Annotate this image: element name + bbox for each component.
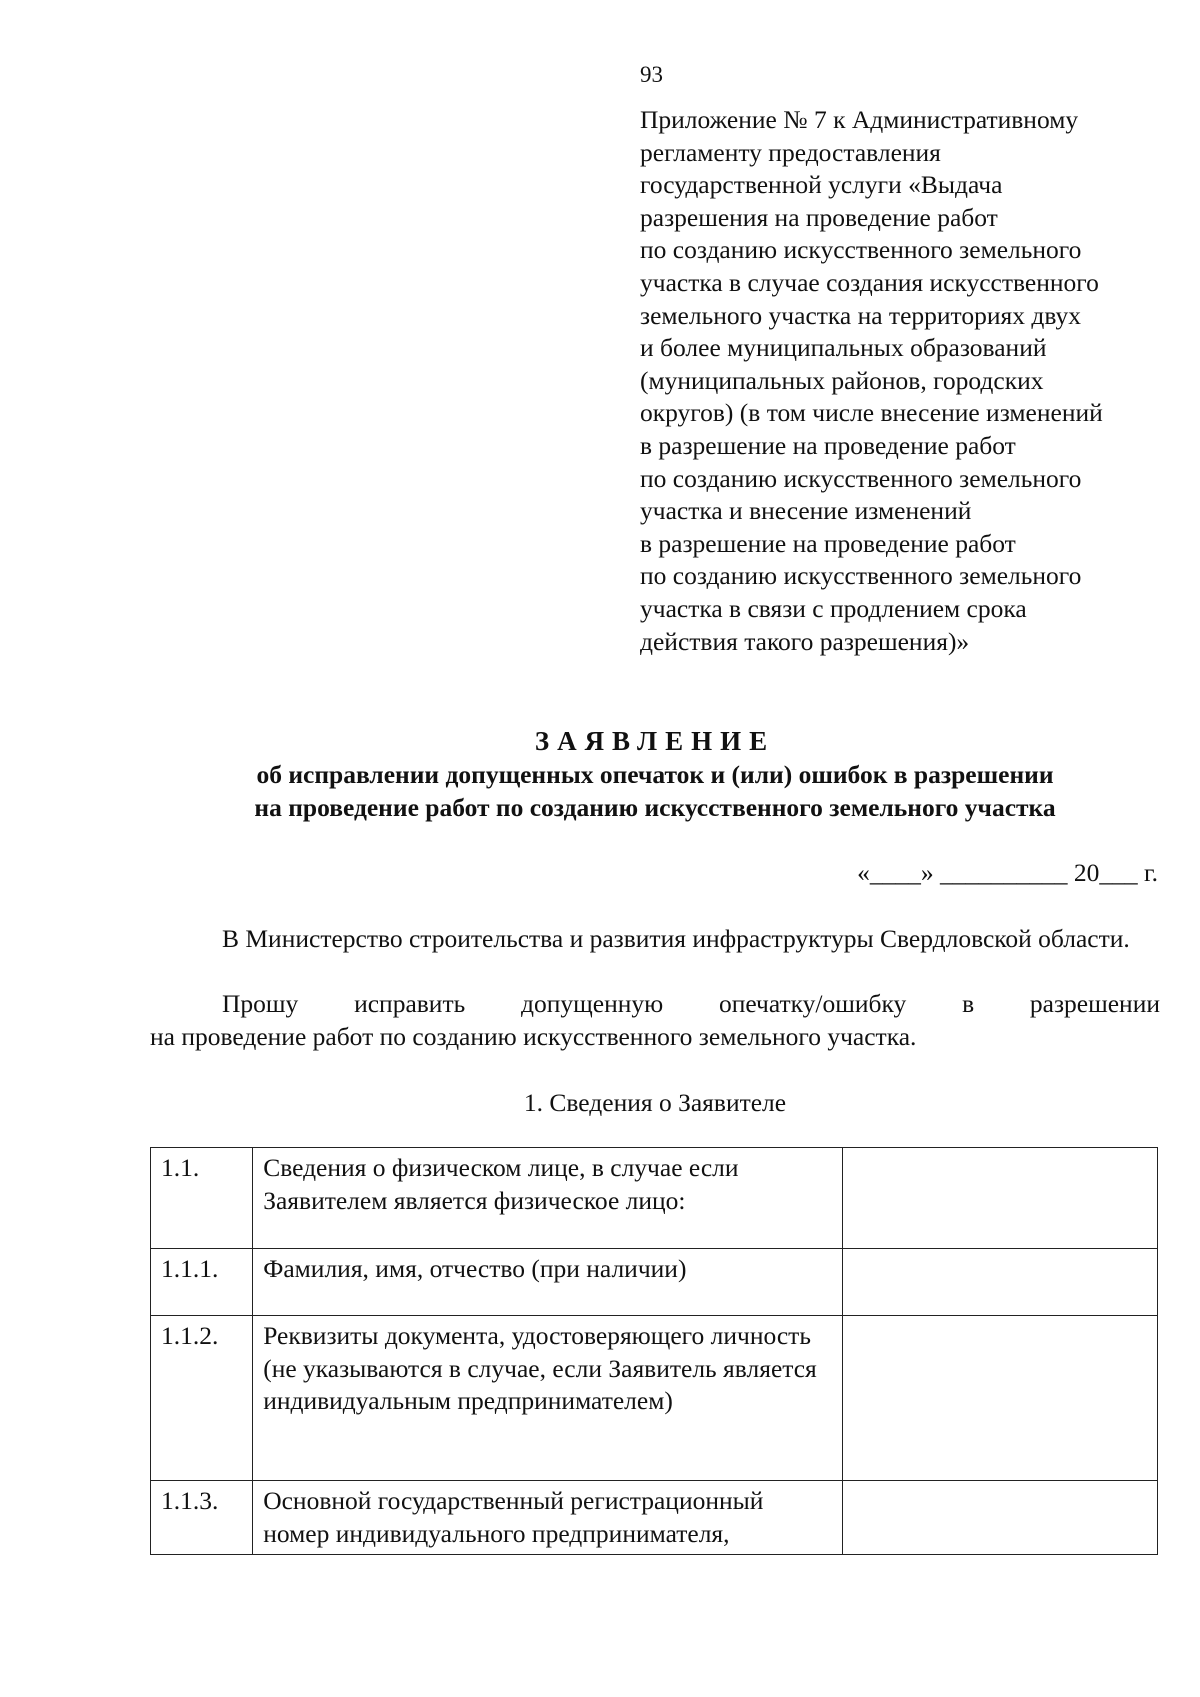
appendix-line: участка и внесение изменений	[640, 496, 972, 526]
row-description: Сведения о физическом лице, в случае если Заявителем является физическое лицо:	[253, 1148, 843, 1249]
appendix-line: округов) (в том числе внесение изменений	[640, 398, 1103, 428]
appendix-line: государственной услуги «Выдача	[640, 170, 1003, 200]
addressee-paragraph	[150, 923, 1160, 956]
row-description: Реквизиты документа, удостоверяющего личность (не указываются в случае, если Заявитель является индивидуальным предпринимателем)	[253, 1316, 843, 1481]
document-subtitle	[150, 758, 1160, 824]
row-number: 1.1.	[151, 1148, 253, 1249]
appendix-line: разрешения на проведение работ	[640, 202, 998, 232]
appendix-line: по созданию искусственного земельного	[640, 463, 1082, 493]
table-row	[151, 1316, 1158, 1481]
row-value-cell[interactable]	[843, 1249, 1158, 1316]
request-line-1	[150, 988, 1160, 1021]
row-description: Фамилия, имя, отчество (при наличии)	[253, 1249, 843, 1316]
row-description: Основной государственный регистрационный номер индивидуального предпринимателя,	[253, 1481, 843, 1555]
row-value-cell[interactable]	[843, 1481, 1158, 1555]
document-title: ЗАЯВЛЕНИЕ	[534, 726, 776, 756]
appendix-reference	[640, 104, 1180, 658]
appendix-line: Приложение № 7 к Административному	[640, 105, 1079, 134]
section-title: 1. Сведения о Заявителе	[523, 1088, 787, 1117]
appendix-line: регламенту предоставления	[640, 137, 941, 167]
appendix-line: (муниципальных районов, городских	[640, 365, 1044, 395]
appendix-line: участка в связи с продлением срока	[640, 593, 1027, 623]
appendix-line: в разрешение на проведение работ	[640, 430, 1016, 460]
row-number: 1.1.2.	[151, 1316, 253, 1481]
date-field: «____» __________ 20___ г.	[857, 858, 1158, 887]
request-line-1-text: Прошу исправить допущенную опечатку/ошибку в разрешении	[222, 989, 1160, 1018]
appendix-line: по созданию искусственного земельного	[640, 561, 1082, 591]
row-value-cell[interactable]	[843, 1316, 1158, 1481]
appendix-line: действия такого разрешения)»	[640, 626, 970, 656]
addressee-text: В Министерство строительства и развития инфраструктуры Свердловской области.	[222, 924, 1130, 953]
appendix-line: участка в случае создания искусственного	[640, 267, 1099, 297]
request-line-2: на проведение работ по созданию искусственного земельного участка.	[150, 1021, 917, 1051]
appendix-line: в разрешение на проведение работ	[640, 528, 1016, 558]
table-row	[151, 1481, 1158, 1555]
row-number: 1.1.1.	[151, 1249, 253, 1316]
table-row	[151, 1148, 1158, 1249]
appendix-line: по созданию искусственного земельного	[640, 235, 1082, 265]
row-value-cell[interactable]	[843, 1148, 1158, 1249]
appendix-line: земельного участка на территориях двух	[640, 300, 1081, 330]
row-number: 1.1.3.	[151, 1481, 253, 1555]
subtitle-line-1: об исправлении допущенных опечаток и (или) ошибок в разрешении	[256, 760, 1054, 789]
request-paragraph	[150, 988, 1160, 1053]
appendix-line: и более муниципальных образований	[640, 333, 1047, 363]
page-number: 93	[640, 62, 663, 87]
table-row	[151, 1249, 1158, 1316]
subtitle-line-2: на проведение работ по созданию искусственного земельного участка	[254, 793, 1056, 822]
applicant-info-table	[150, 1147, 1158, 1555]
